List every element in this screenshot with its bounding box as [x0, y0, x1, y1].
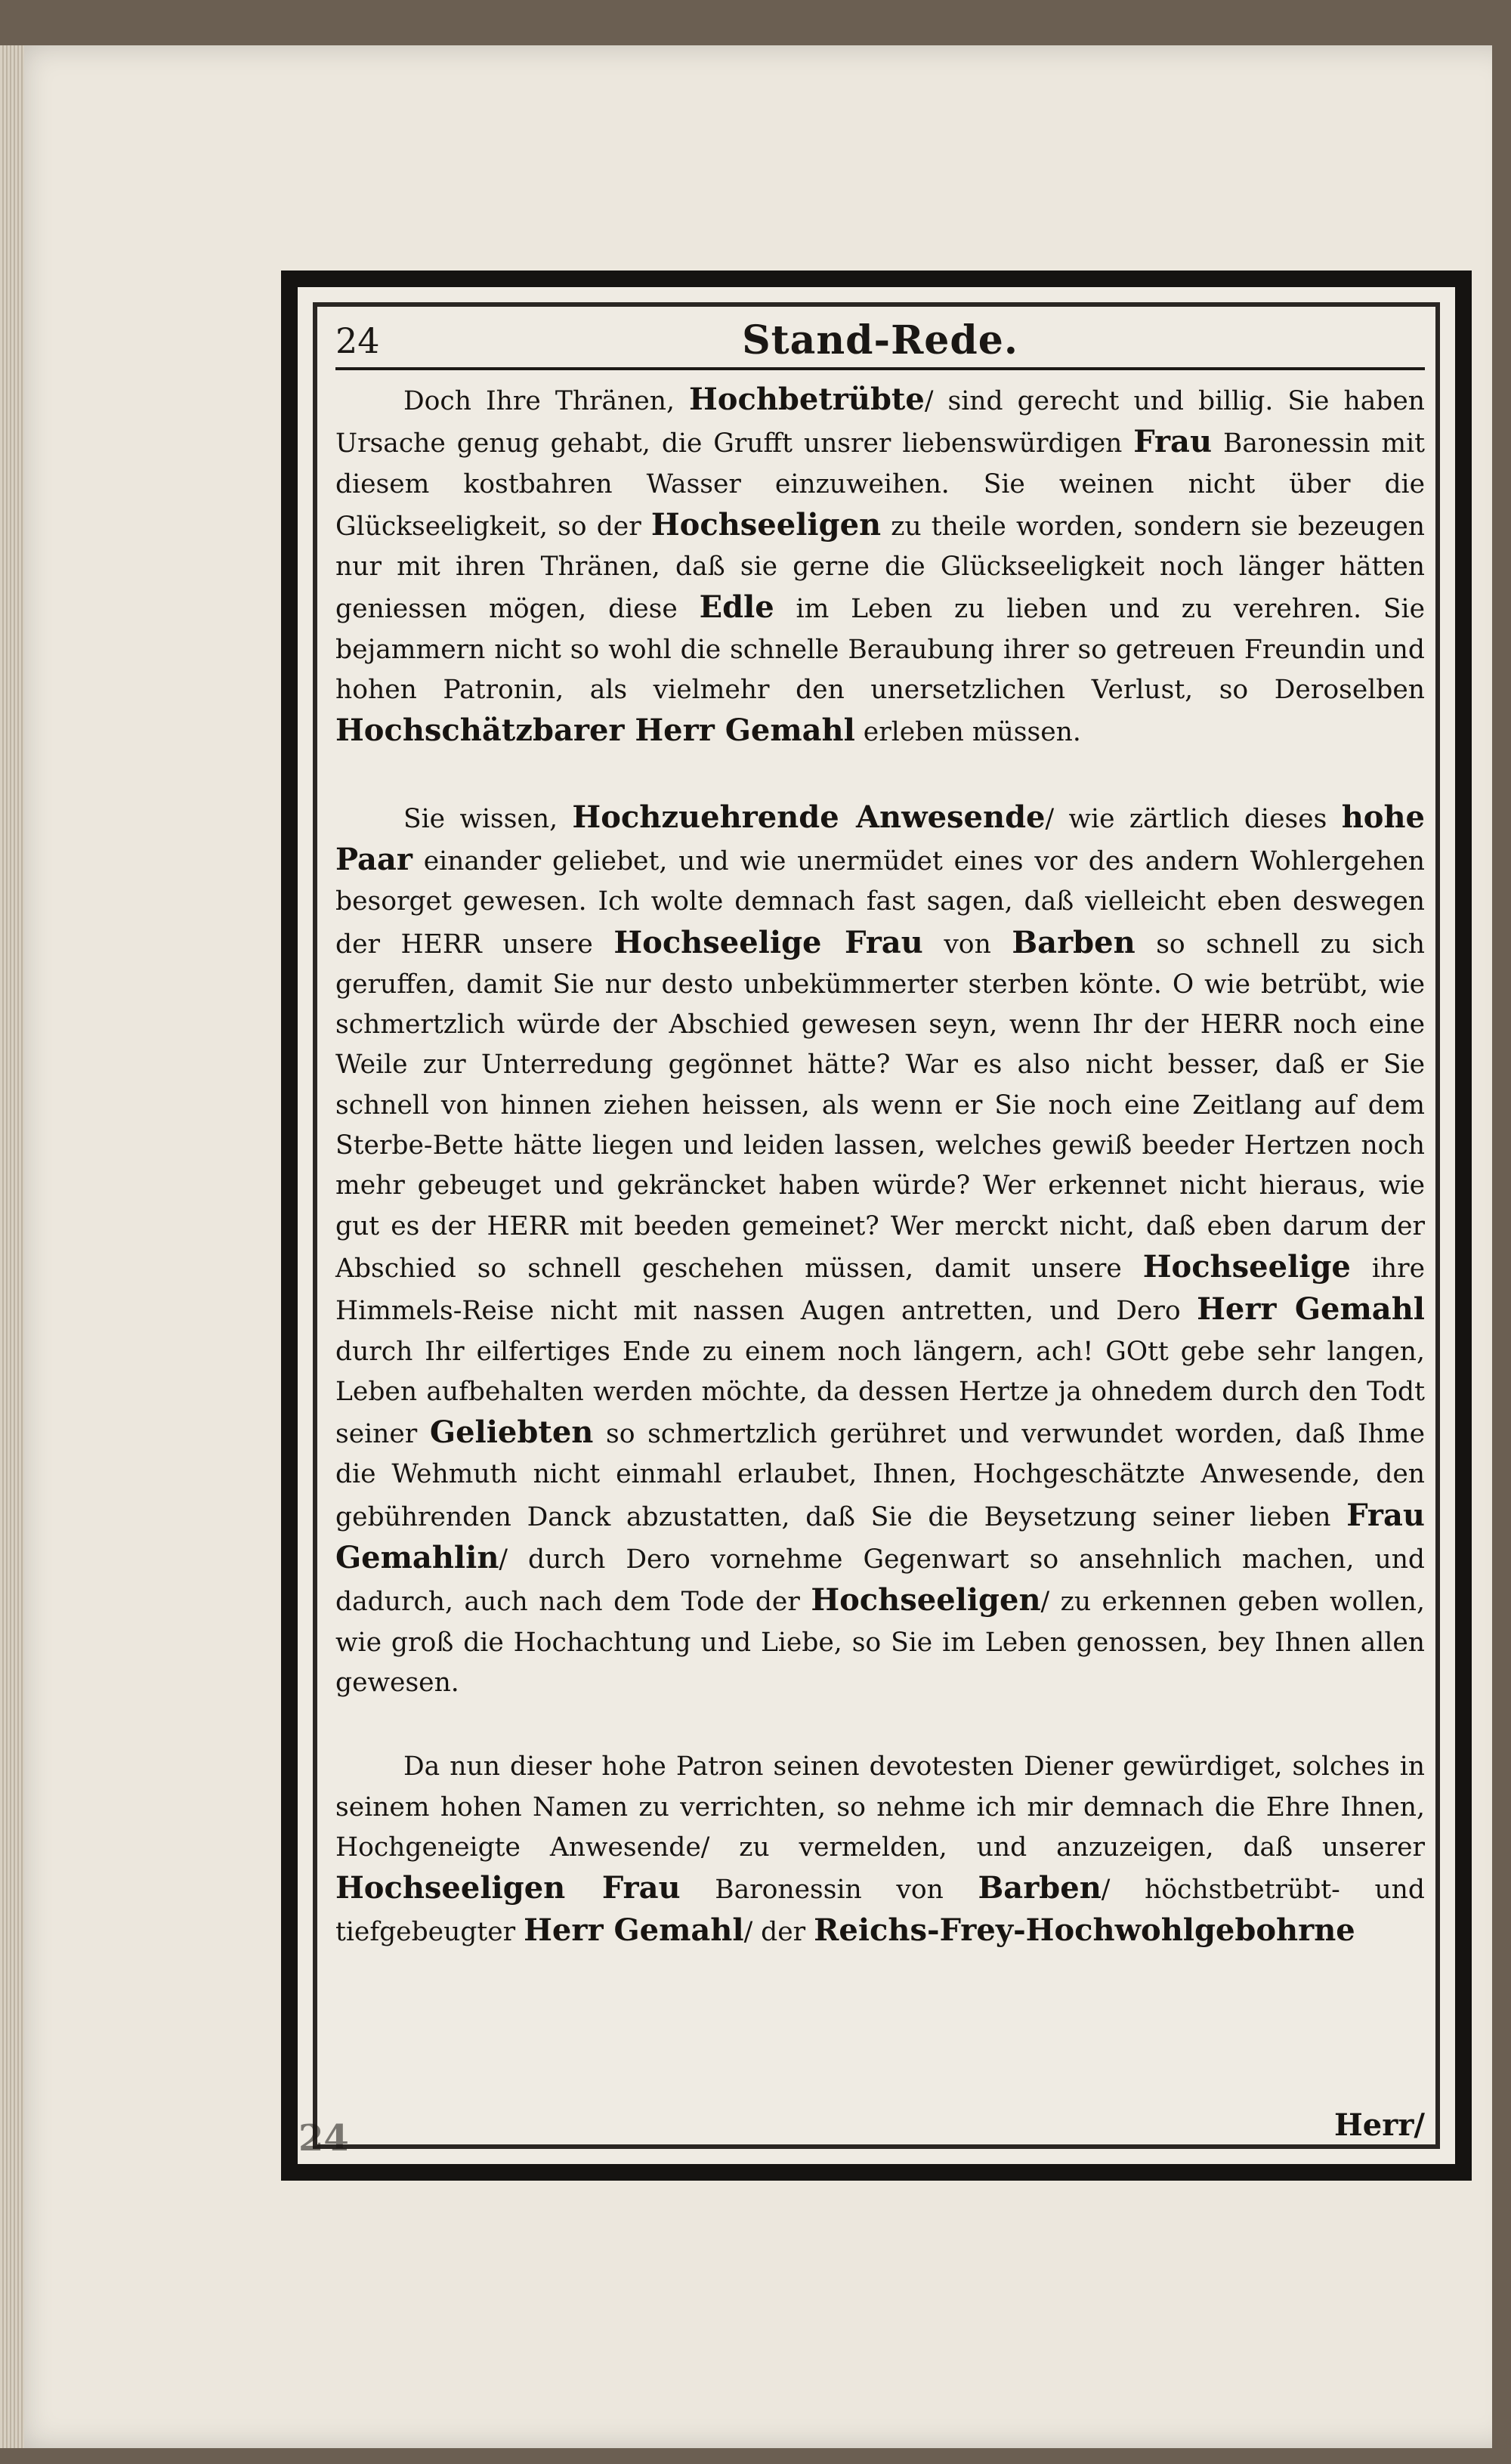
page-edges: [0, 45, 24, 2448]
emphasized-text: Edle: [699, 589, 774, 626]
emphasized-text: Hochseeligen: [650, 506, 882, 543]
emphasized-text: Hochbetrübte: [688, 382, 925, 417]
emphasized-text: Herr Gemahl: [524, 1912, 744, 1949]
page-number: 24: [335, 320, 380, 361]
page-header: [335, 317, 1425, 370]
emphasized-text: Hochseelige: [1142, 1248, 1351, 1285]
emphasized-text: Herr Gemahl: [1197, 1291, 1425, 1328]
text-run: / sind gerecht und billig. Sie haben Ursache genug gehabt, die Grufft unsrer liebenswürdigen: [335, 386, 1425, 459]
text-run: einander geliebet, und wie unermüdet eines vor des andern Wohlergehen besorget gewesen. Ich wolte demnach fast sagen, daß vielleicht eben deswegen der HERR unsere: [335, 846, 1425, 960]
emphasized-text: Hochseeligen Frau: [335, 1870, 681, 1906]
text-run: Sie wissen,: [403, 803, 573, 834]
emphasized-text: Hochseelige Frau: [613, 924, 923, 960]
text-run: durch Ihr eilfertiges Ende zu einem noch längern, ach! GOtt gebe sehr langen, Leben aufbehalten werden möchte, da dessen Hertze ja ohnedem durch den Todt seiner: [335, 1336, 1425, 1450]
emphasized-text: Frau Gemahlin: [335, 1497, 1425, 1576]
text-run: / durch Dero vornehme Gegenwart so ansehnlich machen, und dadurch, auch nach dem Tode der: [335, 1544, 1425, 1618]
text-run: erleben müssen.: [854, 717, 1081, 748]
body-text: [335, 379, 1425, 1953]
text-run: Doch Ihre Thränen,: [403, 386, 689, 416]
text-run: ihre Himmels-Reise nicht mit nassen Augen antretten, und Dero: [335, 1253, 1425, 1327]
paragraph-2: [335, 797, 1425, 1704]
text-run: / höchstbetrübt- und tiefgebeugter: [335, 1875, 1425, 1948]
paragraph-1: [335, 379, 1425, 753]
emphasized-text: Barben: [978, 1870, 1102, 1906]
bottom-page-number: 24: [298, 2117, 349, 2159]
text-run: / der: [743, 1917, 814, 1948]
emphasized-text: Reichs-Frey-Hochwohlgebohrne: [814, 1912, 1355, 1949]
emphasized-text: Hochseeligen: [811, 1582, 1041, 1618]
paragraph-3: [335, 1747, 1425, 1952]
text-run: Da nun dieser hohe Patron seinen devotesten Diener gewürdiget, solches in seinem hohen Namen zu verrichten, so nehme ich mir demnach die Ehre Ihnen, Hochgeneigte Anwesende/ zu vermelden, und anzuzeigen, daß unserer: [335, 1751, 1425, 1863]
emphasized-text: Hochschätzbarer Herr Gemahl: [335, 713, 855, 749]
text-run: von: [922, 929, 1012, 960]
emphasized-text: Frau: [1133, 424, 1213, 460]
catchword: Herr/: [1334, 2107, 1425, 2143]
emphasized-text: Geliebten: [429, 1414, 594, 1451]
text-run: / wie zärtlich dieses: [1045, 803, 1342, 834]
text-run: so schmertzlich gerühret und verwundet worden, daß Ihme die Wehmuth nicht einmahl erlaubet, Ihnen, Hochgeschätzte Anwesende, den gebührenden Danck abzustatten, daß Sie die Beysetzung seiner lieben: [335, 1419, 1425, 1532]
text-run: Baronessin von: [680, 1875, 978, 1906]
running-head: Stand-Rede.: [742, 317, 1018, 363]
text-run: Baronessin mit diesem kostbahren Wasser einzuweihen. Sie weinen nicht über die Glückseeligkeit, so der: [335, 428, 1426, 542]
emphasized-text: hohe Paar: [335, 799, 1425, 877]
text-run: zu theile worden, sondern sie bezeugen nur mit ihren Thränen, daß sie gerne die Glückseeligkeit noch länger hätten geniessen mögen, diese: [335, 511, 1426, 625]
text-run: im Leben zu lieben und zu verehren. Sie bejammern nicht so wohl die schnelle Beraubung ihrer so getreuen Freundin und hohen Patronin, als vielmehr den unersetzlichen Verlust, so Deroselben: [335, 594, 1425, 706]
emphasized-text: Barben: [1012, 924, 1136, 960]
emphasized-text: Hochzuehrende Anwesende: [572, 799, 1046, 835]
page-border-frame: [281, 271, 1472, 2181]
text-run: / zu erkennen geben wollen, wie groß die Hochachtung und Liebe, so Sie im Leben genossen, bey Ihnen allen gewesen.: [335, 1587, 1425, 1698]
text-run: so schnell zu sich geruffen, damit Sie nur desto unbekümmerter sterben könte. O wie betrübt, wie schmertzlich würde der Abschied gewesen seyn, wenn Ihr der HERR noch eine Weile zur Unterredung gegönnet hätte? War es also nicht besser, daß er Sie schnell von hinnen ziehen heissen, als wenn er Sie noch eine Zeitlang auf dem Sterbe-Bette hätte liegen und leiden lassen, welches gewiß beeder Hertzen noch mehr gebeuget und gekräncket haben würde? Wer erkennet nicht hieraus, wie gut es der HERR mit beeden gemeinet? Wer merckt nicht, daß eben darum der Abschied so schnell geschehen müssen, damit unsere: [335, 929, 1425, 1284]
